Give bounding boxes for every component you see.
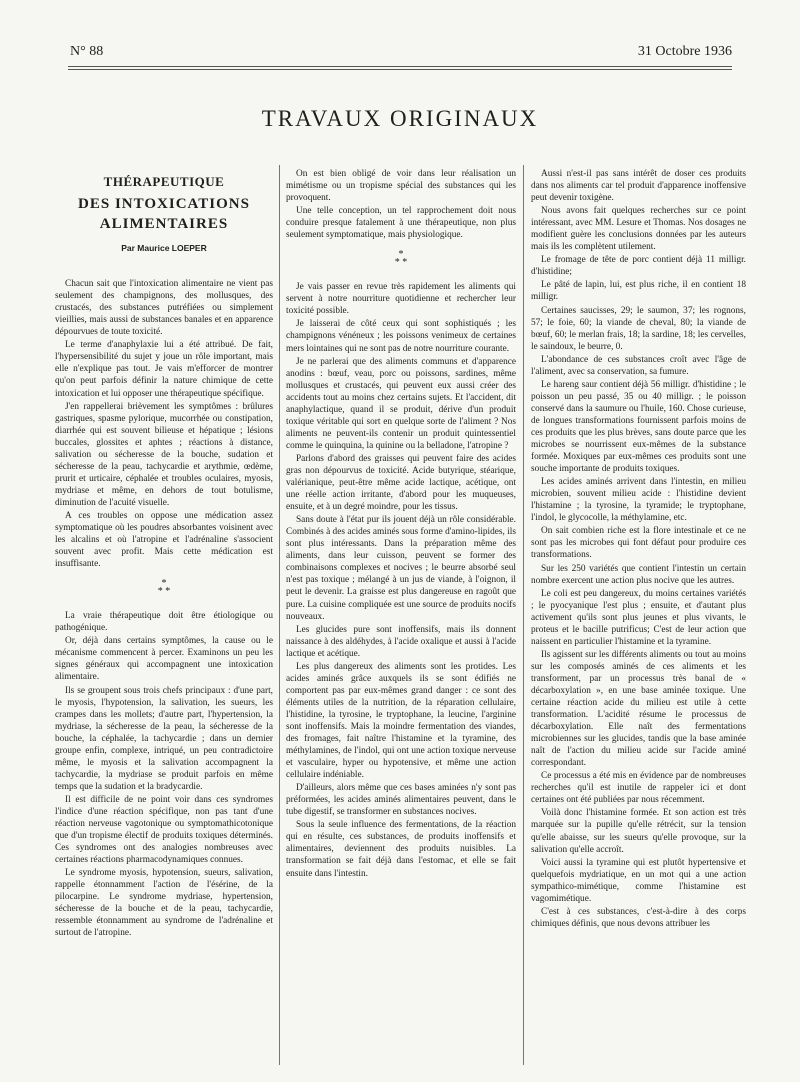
paragraph: Je laisserai de côté ceux qui sont sophistiqués ; les champignons vénéneux ; les poissons venimeux de certaines mers lointaines qui ne sont pas de notre nourriture courante.	[286, 319, 516, 354]
separator-star: *	[161, 578, 167, 590]
paragraph: Sur les 250 variétés que contient l'intestin un certain nombre exercent une action plus nocive que les autres.	[531, 563, 746, 586]
article-title	[55, 176, 273, 254]
column-divider	[523, 165, 524, 1065]
paragraph: Les plus dangereux des aliments sont les protides. Les acides aminés grâce auxquels ils se sont édifiés ne comportent pas par eux-mêmes grand danger : ce sont des éléments utiles de la nutrition, de la réparation cellulaire, l'histidine, la tyrosine, le tryptophane, la leucine, l'arginine sont inoffensifs. Mais la moindre fermentation des viandes, des fromages, fait naître l'histamine et la tyramine, des méthylamines, de l'indol, qui ont une action toxique nerveuse et vasculaire, hyper ou hypotensive, et même une action cellulaire indéniable.	[286, 661, 516, 781]
paragraph: On sait combien riche est la flore intestinale et ce ne sont pas les microbes qui font défaut pour produire ces transformations.	[531, 526, 746, 561]
section-title: TRAVAUX ORIGINAUX	[261, 106, 539, 131]
paragraph: Nous avons fait quelques recherches sur ce point intéressant, avec MM. Lesure et Thomas. Nos dosages ne modifient guère les conclusions données par les auteurs mais ils les complètent utilement.	[531, 206, 746, 253]
paragraph: Certaines saucisses, 29; le saumon, 37; les rognons, 57; le foie, 60; la viande de cheval, 80; la viande de bœuf, 60; le merlan frais, 18; la sardine, 18; les cervelles, le saindoux, le beurre, 0.	[531, 305, 746, 352]
article-title-line3: ALIMENTAIRES	[99, 216, 229, 233]
paragraph: Le coli est peu dangereux, du moins certaines variétés ; le pyocyanique l'est plus ; ensuite, et d'autant plus activement qu'ils sont plus jeunes et plus vivants, le proteus et le bacille putrificus; C'est de leur action que naissent en particulier l'histamine et la tyramine.	[531, 588, 746, 647]
page-header	[70, 44, 732, 66]
paragraph: Sous la seule influence des fermentations, de la réaction qui en résulte, ces substances, de produits inoffensifs et alimentaires, deviennent des produits nuisibles. La transformation se fait déjà dans l'estomac, et elle se fait ensuite dans l'intestin.	[286, 820, 516, 879]
header-rule-line	[68, 66, 732, 67]
paragraph: Le pâté de lapin, lui, est plus riche, il en contient 18 milligr.	[531, 280, 746, 303]
paragraph: Voilà donc l'histamine formée. Et son action est très marquée sur la pupille qu'elle rétrécit, sur la tension qu'elle abaisse, sur les sueurs qu'elle provoque, sur la salivation qu'elle accroît.	[531, 808, 746, 855]
separator-stars: * *	[157, 586, 171, 598]
paragraph: On est bien obligé de voir dans leur réalisation un mimétisme ou un tropisme spécial des substances qui les provoquent.	[286, 169, 516, 204]
column-2	[286, 168, 516, 881]
paragraph: Les acides aminés arrivent dans l'intestin, en milieu microbien, souvent milieu acide : l'histidine devient l'histamine ; la tyrosine, la tyramide; le tryptophane, l'indol, le glycocolle, la méthylamine, etc.	[531, 477, 746, 524]
paragraph: Le fromage de tête de porc contient déjà 11 milligr. d'histidine;	[531, 255, 746, 278]
section-separator	[286, 251, 516, 267]
header-rule-line	[68, 69, 732, 70]
paragraph: La vraie thérapeutique doit être étiologique ou pathogénique.	[55, 611, 273, 634]
paragraph: Or, déjà dans certains symptômes, la cause ou le mécanisme commencent à percer. Examinons un peu les signes généraux qui accompagnent une intoxication alimentaire.	[55, 636, 273, 683]
section-separator	[55, 580, 273, 596]
paragraph: Sans doute à l'état pur ils jouent déjà un rôle considérable. Combinés à des acides aminés sous forme d'amino-lipides, ils sont plus intéressants. Dans la préparation même des aliments, dans leur cuisson, peuvent se former des combinaisons complexes et nocives ; le beurre absorbé seul n'est pas toxique ; mélangé à un jus de viande, à l'oignon, il peut le devenir. La graisse est plus dangereuse en ragoût que pure. La cuisine compliquée est une source de produits nocifs nouveaux.	[286, 515, 516, 622]
paragraph: Aussi n'est-il pas sans intérêt de doser ces produits dans nos aliments car tel produit d'apparence inoffensive peut devenir toxigène.	[531, 169, 746, 204]
separator-stars: * *	[394, 257, 408, 269]
paragraph: Voici aussi la tyramine qui est plutôt hypertensive et quelquefois mydriatique, en un mot qui a une action sympathico-mimétique, comme l'histamine est vagomimétique.	[531, 857, 746, 904]
header-rule	[68, 66, 732, 68]
paragraph: Une telle conception, un tel rapprochement doit nous conduire presque fatalement à une thérapeutique, non plus seulement symptomatique, mais physiologique.	[286, 206, 516, 241]
paragraph: J'en rappellerai brièvement les symptômes : brûlures gastriques, spasme pylorique, mucorrhée ou constipation, diarrhée qui est souvent bilieuse et hépatique ; lésions buccales, glossites et aphtes ; réactions à distance, salivation ou sécheresse de la bouche, sudation et sécheresse de la peau, tachycardie et arythmie, œdème, prurit et urticaire, céphalée et troubles oculaires, myosis, mydriase et même, en dehors de tout botulisme, diminution de l'acuité visuelle.	[55, 401, 273, 508]
paragraph: A ces troubles on oppose une médication assez symptomatique où les poudres absorbantes voisinent avec les alcalins et où l'atropine et l'adrénaline s'associent souvent avec profit. Mais cette médication est insuffisante.	[55, 510, 273, 570]
paragraph: Il est difficile de ne point voir dans ces syndromes l'indice d'une réaction spécifique, non pas tant d'une réaction nerveuse vagotonique ou symptomathicotonique que d'un tropisme électif de produits toxiques déterminés. Ces syndromes ont des analogies nombreuses avec certaines réactions pharmacodynamiques connues.	[55, 794, 273, 866]
paragraph: Je vais passer en revue très rapidement les aliments qui servent à notre nourriture quotidienne et rechercher leur toxicité possible.	[286, 282, 516, 317]
column-divider	[279, 165, 280, 1065]
paragraph: L'abondance de ces substances croît avec l'âge de l'aliment, avec sa conservation, sa fumure.	[531, 354, 746, 377]
paragraph: Les glucides pure sont inoffensifs, mais ils donnent naissance à des aldéhydes, à l'acide oxalique et aussi à l'acide lactique et acétique.	[286, 624, 516, 659]
article-title-line2: DES INTOXICATIONS	[78, 196, 250, 213]
article-author: Par Maurice LOEPER	[121, 243, 207, 254]
paragraph: Ils se groupent sous trois chefs principaux : d'une part, le myosis, l'hypotension, la salivation, les sueurs, les crampes dans les mollets; d'autre part, l'hypertension, la mydriase, la sécheresse de la peau, la sécheresse de la bouche, la céphalée, la tachycardie ; dans un dernier groupe enfin, complexe, intriqué, un peu contradictoire même, le myosis et la salivation accompagnent la tachycardie, la mydriase se produit parfois en même temps que la sudation et la bradycardie.	[55, 685, 273, 792]
paragraph: C'est à ces substances, c'est-à-dire à des corps chimiques définis, que nous devons attribuer les	[531, 906, 746, 929]
paragraph: Ils agissent sur les différents aliments ou tout au moins sur les composés aminés de ces aliments et les transforment, par un processus très banal de « décarboxylation », en une base aminée toxique. Une certaine réaction acide du milieu est utile à cette transformation. L'acidité résume le processus de décarboxylation. Elle naît des fermentations microbiennes sur les glucides, tandis que la base aminée naît de l'action du milieu acide sur l'acide aminé correspondant.	[531, 649, 746, 769]
paragraph: Le terme d'anaphylaxie lui a été attribué. De fait, l'hypersensibilité du sujet y joue un rôle important, mais elle n'explique pas tout. Je vais m'efforcer de montrer qu'on peut parfois définir la nature chimique de cette intoxication et lui opposer une thérapeutique spécifique.	[55, 340, 273, 399]
issue-date: 31 Octobre 1936	[637, 44, 732, 59]
issue-number: N° 88	[70, 44, 104, 59]
paragraph: Le hareng saur contient déjà 56 milligr. d'histidine ; le poisson un peu passé, 35 ou 40 milligr. ; le poisson conservé dans la saumure ou l'huile, 160. Chose curieuse, de longues transformations fournissent parfois moins de ces produits que les plus brèves, sans doute parce que les microbes se nourrissent eux-mêmes de la substance formée. Moxiques par eux-mêmes ces produits sont une souche importante de produits toxiques.	[531, 379, 746, 475]
column-1	[55, 168, 273, 940]
separator-star: *	[398, 249, 404, 261]
paragraph: D'ailleurs, alors même que ces bases aminées n'y sont pas préformées, les acides aminés alimentaires peuvent, dans le tube digestif, se transformer en substances nocives.	[286, 783, 516, 818]
paragraph: Ce processus a été mis en évidence par de nombreuses recherches qu'il est inutile de rappeler ici et dont certaines ont été publiées par nous récemment.	[531, 771, 746, 806]
paragraph: Parlons d'abord des graisses qui peuvent faire des acides gras non dépourvus de toxicité. Acide butyrique, stéarique, valérianique, peut-être même acide lactique, acétique, ont une réelle action irritante, d'abord pour les muqueuses, ensuite, et à un degré moindre, pour les tissus.	[286, 453, 516, 513]
column-3	[531, 168, 746, 931]
article-title-line1: THÉRAPEUTIQUE	[103, 174, 225, 189]
paragraph: Le syndrome myosis, hypotension, sueurs, salivation, rappelle étonnamment l'action de l'ésérine, de la pilocarpine. Le syndrome mydriase, hypertension, sécheresse de la bouche et de la peau, tachycardie, ressemble étonnamment au syndrome de l'adrénaline et surtout de l'atropine.	[55, 868, 273, 939]
paragraph: Chacun sait que l'intoxication alimentaire ne vient pas seulement des champignons, des mollusques, des crustacés, des substances putréfiées ou simplement vieillies, mais aussi de substances banales et en apparence dépourvues de toute toxicité.	[55, 279, 273, 338]
paragraph: Je ne parlerai que des aliments communs et d'apparence anodins : bœuf, veau, porc ou poissons, sardines, même mollusques et crustacés, qui peuvent eux aussi créer des accidents tout au moins chez certains sujets. Et l'accident, dit anaphylactique, quand il se produit, dérive d'un produit toxique véritable qui sort en quelque sorte de l'aliment ? Nos aliments ne peuvent-ils contenir un produit quintessentiel comme le quinquina, la quinine ou la belladone, l'atropine ?	[286, 356, 516, 451]
